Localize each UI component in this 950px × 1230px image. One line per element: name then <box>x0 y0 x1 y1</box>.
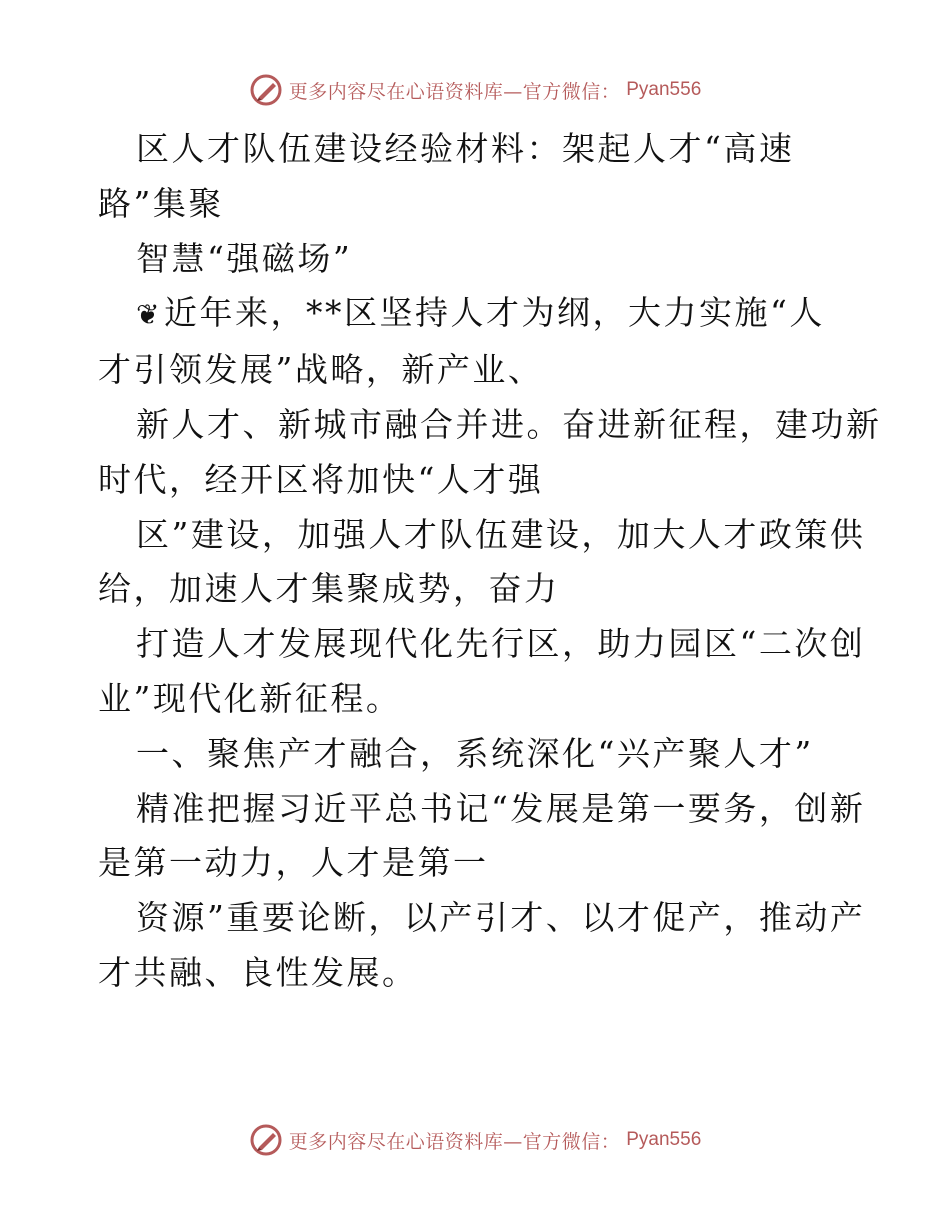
text-line: 打造人才发展现代化先行区，助力园区“二次创 <box>136 624 866 664</box>
body-paragraph <box>98 617 866 727</box>
text-line: 近年来，**区坚持人才为纲，大力实施“人 <box>163 293 825 333</box>
text-line-with-ornament <box>98 286 858 343</box>
text-line: 智慧“强磁场” <box>136 238 353 278</box>
pen-logo-icon <box>249 73 283 107</box>
text-line: 资源”重要论断，以产引才、以才促产，推动产 <box>136 898 866 938</box>
text-line: 一、聚焦产才融合，系统深化“兴产聚人才” <box>136 733 814 773</box>
footer-watermark <box>0 1120 950 1160</box>
watermark-text: 更多内容尽在心语资料库—官方微信： <box>288 1130 621 1153</box>
text-line: 才引领发展”战略，新产业、 <box>98 350 544 390</box>
body-paragraph <box>98 398 882 508</box>
subtitle-paragraph <box>98 232 858 287</box>
watermark-text: 更多内容尽在心语资料库—官方微信： <box>288 80 621 103</box>
text-line: 精准把握习近平总书记“发展是第一要务，创新 <box>136 788 866 828</box>
document-body <box>98 122 882 1001</box>
intro-paragraph <box>98 286 858 398</box>
text-line: 时代，经开区将加快“人才强 <box>98 459 544 499</box>
body-paragraph <box>98 891 866 1001</box>
pen-logo-icon <box>249 1123 283 1157</box>
text-line: 路”集聚 <box>98 183 224 223</box>
title-paragraph <box>98 122 858 232</box>
body-paragraph <box>98 508 866 618</box>
text-line: 给，加速人才集聚成势，奋力 <box>98 569 560 609</box>
watermark-wechat-id: Pyan556 <box>626 79 702 100</box>
text-line: 是第一动力，人才是第一 <box>98 843 489 883</box>
text-line: 区”建设，加强人才队伍建设，加大人才政策供 <box>136 514 866 554</box>
text-line: 新人才、新城市融合并进。奋进新征程，建功新 <box>136 404 882 444</box>
body-paragraph <box>98 782 866 892</box>
text-line: 业”现代化新征程。 <box>98 678 402 718</box>
header-watermark <box>0 70 950 110</box>
watermark-wechat-id: Pyan556 <box>626 1129 702 1150</box>
section-heading <box>98 727 858 782</box>
text-line: 才共融、良性发展。 <box>98 952 418 992</box>
text-line: 区人才队伍建设经验材料：架起人才“高速 <box>136 129 795 168</box>
ornament-icon: ❦ <box>136 298 162 332</box>
